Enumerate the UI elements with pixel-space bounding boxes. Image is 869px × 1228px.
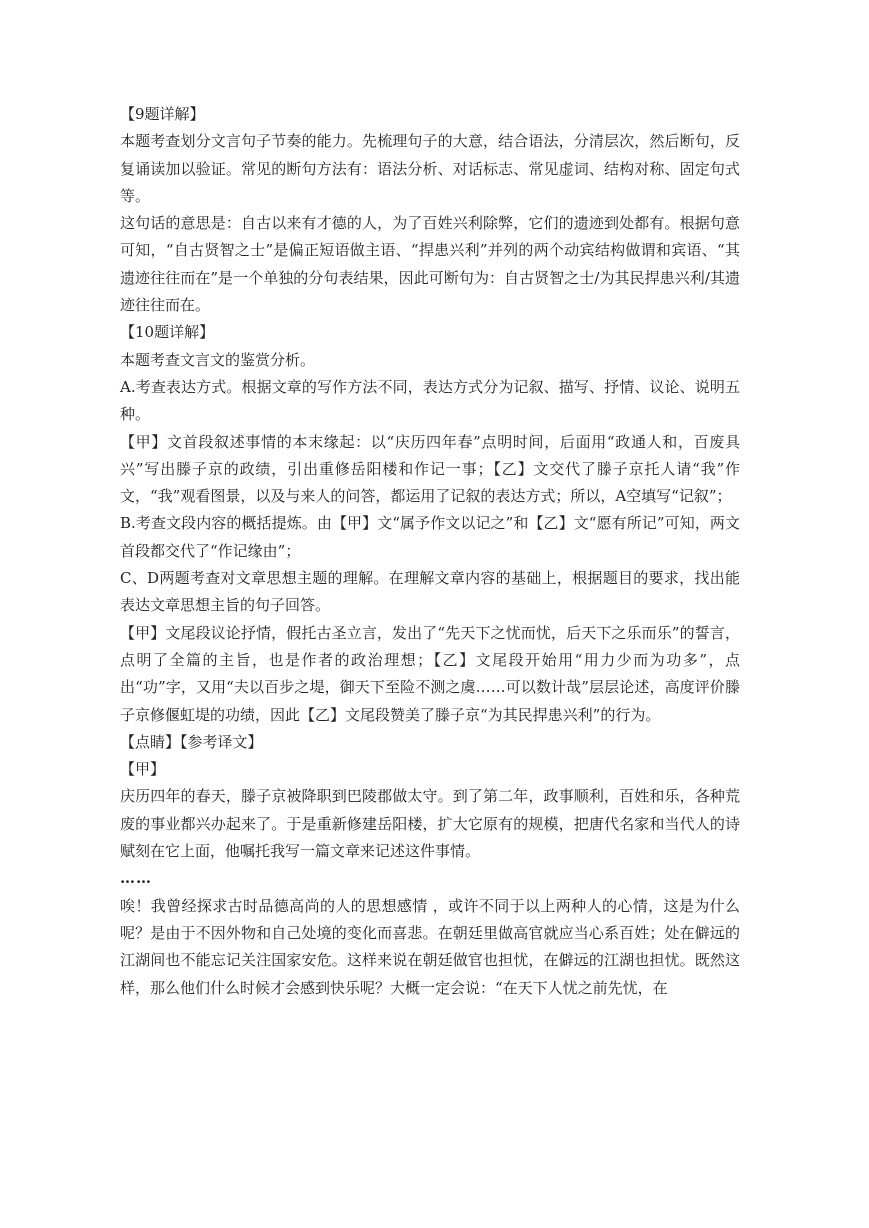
ellipsis-separator: …… bbox=[120, 869, 152, 888]
q10-b-paragraph: B.考查文段内容的概括提炼。由【甲】文“属予作文以记之”和【乙】文“愿有所记”可知，两文首段都交代了“作记缘由”； bbox=[120, 514, 740, 560]
document-page bbox=[120, 101, 740, 1002]
q10-theme-paragraph: 【甲】文尾段议论抒情，假托古圣立言，发出了“先天下之忧而忧，后天下之乐而乐”的誓言，点明了全篇的主旨，也是作者的政治理想；【乙】文尾段开始用“用力少而为功多”，点出“功”字，又用“夫以百步之堤，御天下至险不测之虞……可以数计哉”层层论述，高度评价滕子京修偃虹堤的功绩，因此【乙】文尾段赞美了滕子京“为其民捍患兴利”的行为。 bbox=[120, 623, 740, 724]
q9-method-paragraph: 本题考查划分文言句子节奏的能力。先梳理句子的大意，结合语法，分清层次，然后断句，反复诵读加以验证。常见的断句方法有：语法分析、对话标志、常见虚词、结构对称、固定句式等。 bbox=[120, 132, 740, 205]
q10-heading: 【10题详解】 bbox=[120, 323, 215, 342]
q10-intro-paragraph: 本题考查文言文的鉴赏分析。 bbox=[120, 350, 316, 369]
translation-paragraph-1: 庆历四年的春天，滕子京被降职到巴陵郡做太守。到了第二年，政事顺利，百姓和乐，各种荒废的事业都兴办起来了。于是重新修建岳阳楼，扩大它原有的规模，把唐代名家和当代人的诗赋刻在它上面，他嘱托我写一篇文章来记述这件事情。 bbox=[120, 787, 740, 861]
q10-a-paragraph: A.考查表达方式。根据文章的写作方法不同，表达方式分为记叙、描写、抒情、议论、说明五种。 bbox=[120, 377, 740, 424]
translation-heading: 【点睛】【参考译文】 bbox=[120, 732, 263, 751]
q10-jia-yi-narration-paragraph: 【甲】文首段叙述事情的本末缘起：以“庆历四年春”点明时间，后面用“政通人和，百废具兴”写出滕子京的政绩，引出重修岳阳楼和作记一事；【乙】文交代了滕子京托人请“我”作文，“我”观看图景，以及与来人的问答，都运用了记叙的表达方式；所以，A空填写“记叙”； bbox=[120, 432, 740, 506]
translation-paragraph-2: 唉！我曾经探求古时品德高尚的人的思想感情 ，或许不同于以上两种人的心情，这是为什么呢？是由于不因外物和自己处境的变化而喜悲。在朝廷里做高官就应当心系百姓；处在僻远的江湖间也不能忘记关注国家安危。这样来说在朝廷做官也担忧，在僻远的江湖也担忧。既然这样，那么他们什么时候才会感到快乐呢？大概一定会说：“在天下人忧之前先忧，在 bbox=[120, 896, 740, 997]
jia-heading: 【甲】 bbox=[120, 760, 166, 779]
q10-cd-paragraph: C、D两题考查对文章思想主题的理解。在理解文章内容的基础上，根据题目的要求，找出能表达文章思想主旨的句子回答。 bbox=[120, 569, 740, 615]
q9-heading: 【9题详解】 bbox=[120, 105, 205, 123]
q9-meaning-paragraph: 这句话的意思是：自古以来有才德的人，为了百姓兴利除弊，它们的遗迹到处都有。根据句意可知，“自古贤智之士”是偏正短语做主语、“捍患兴利”并列的两个动宾结构做谓和宾语、“其遗迹往往而在”是一个单独的分句表结果，因此可断句为：自古贤智之士/为其民捍患兴利/其遗迹往往而在。 bbox=[120, 214, 740, 315]
